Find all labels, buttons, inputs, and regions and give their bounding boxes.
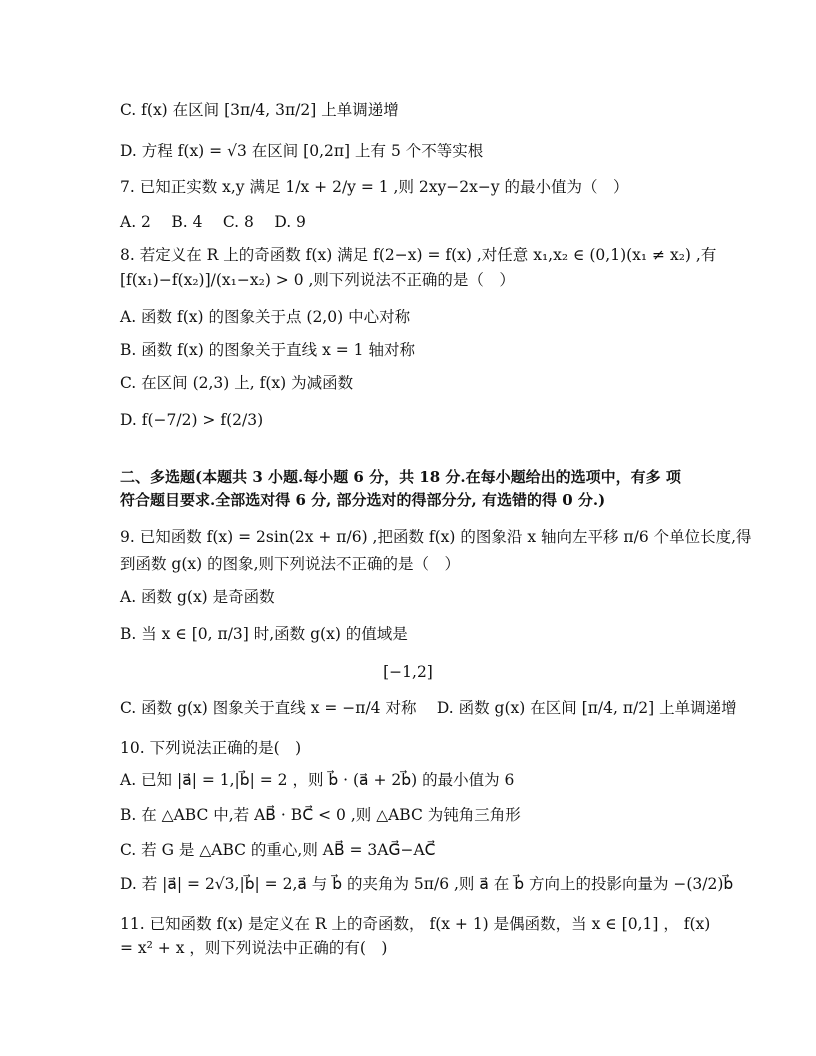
q8-option-c: C. 在区间 (2,3) 上, f(x) 为减函数 (120, 374, 354, 392)
q8-option-b: B. 函数 f(x) 的图象关于直线 x = 1 轴对称 (120, 341, 415, 359)
q8-stem-line1: 8. 若定义在 R 上的奇函数 f(x) 满足 f(2−x) = f(x) ,对任意 x₁,x₂ ∈ (0,1)(x₁ ≠ x₂) ,有 (120, 246, 717, 264)
q8-option-d: D. f(−7/2) > f(2/3) (120, 411, 264, 429)
q8-stem-line2: [f(x₁)−f(x₂)]/(x₁−x₂) > 0 ,则下列说法不正确的是（ ） (120, 271, 515, 289)
q9-stem-line1: 9. 已知函数 f(x) = 2sin(2x + π/6) ,把函数 f(x) 的图象沿 x 轴向左平移 π/6 个单位长度,得 (120, 528, 752, 546)
q10-stem: 10. 下列说法正确的是( ) (120, 739, 302, 757)
section-heading-line1: 二、多选题(本题共 3 小题.每小题 6 分，共 18 分.在每小题给出的选项中，有多 项 (120, 468, 681, 486)
q6-option-c: C. f(x) 在区间 [3π/4, 3π/2] 上单调递增 (120, 101, 399, 119)
q9-option-b-range: [−1,2] (383, 663, 433, 681)
q7-stem: 7. 已知正实数 x,y 满足 1/x + 2/y = 1 ,则 2xy−2x−y 的最小值为（ ） (120, 178, 629, 196)
q11-stem-line2: = x² + x ，则下列说法中正确的有( ) (120, 939, 388, 957)
q10-option-c: C. 若 G 是 △ABC 的重心,则 AB⃗ = 3AG⃗−AC⃗ (120, 841, 436, 859)
q8-option-a: A. 函数 f(x) 的图象关于点 (2,0) 中心对称 (120, 308, 411, 326)
q9-option-b: B. 当 x ∈ [0, π/3] 时,函数 g(x) 的值域是 (120, 625, 408, 643)
q6-option-d: D. 方程 f(x) = √3 在区间 [0,2π] 上有 5 个不等实根 (120, 142, 484, 160)
q9-options-cd: C. 函数 g(x) 图象关于直线 x = −π/4 对称 D. 函数 g(x) 在区间 [π/4, π/2] 上单调递增 (120, 699, 737, 717)
q11-stem-line1: 11. 已知函数 f(x) 是定义在 R 上的奇函数， f(x + 1) 是偶函数，当 x ∈ [0,1] ， f(x) (120, 915, 711, 933)
q7-options: A. 2 B. 4 C. 8 D. 9 (120, 213, 306, 231)
q10-option-d: D. 若 |a⃗| = 2√3,|b⃗| = 2,a⃗ 与 b⃗ 的夹角为 5π/6 ,则 a⃗ 在 b⃗ 方向上的投影向量为 −(3/2)b⃗ (120, 875, 734, 893)
q10-option-b: B. 在 △ABC 中,若 AB⃗ · BC⃗ < 0 ,则 △ABC 为钝角三角形 (120, 806, 521, 824)
q9-option-a: A. 函数 g(x) 是奇函数 (120, 588, 275, 606)
section-heading-line2: 符合题目要求.全部选对得 6 分, 部分选对的得部分分, 有选错的得 0 分.) (120, 491, 606, 509)
q9-stem-line2: 到函数 g(x) 的图象,则下列说法不正确的是（ ） (120, 555, 461, 573)
q10-option-a: A. 已知 |a⃗| = 1,|b⃗| = 2 ，则 b⃗ · (a⃗ + 2b⃗) 的最小值为 6 (120, 771, 515, 789)
